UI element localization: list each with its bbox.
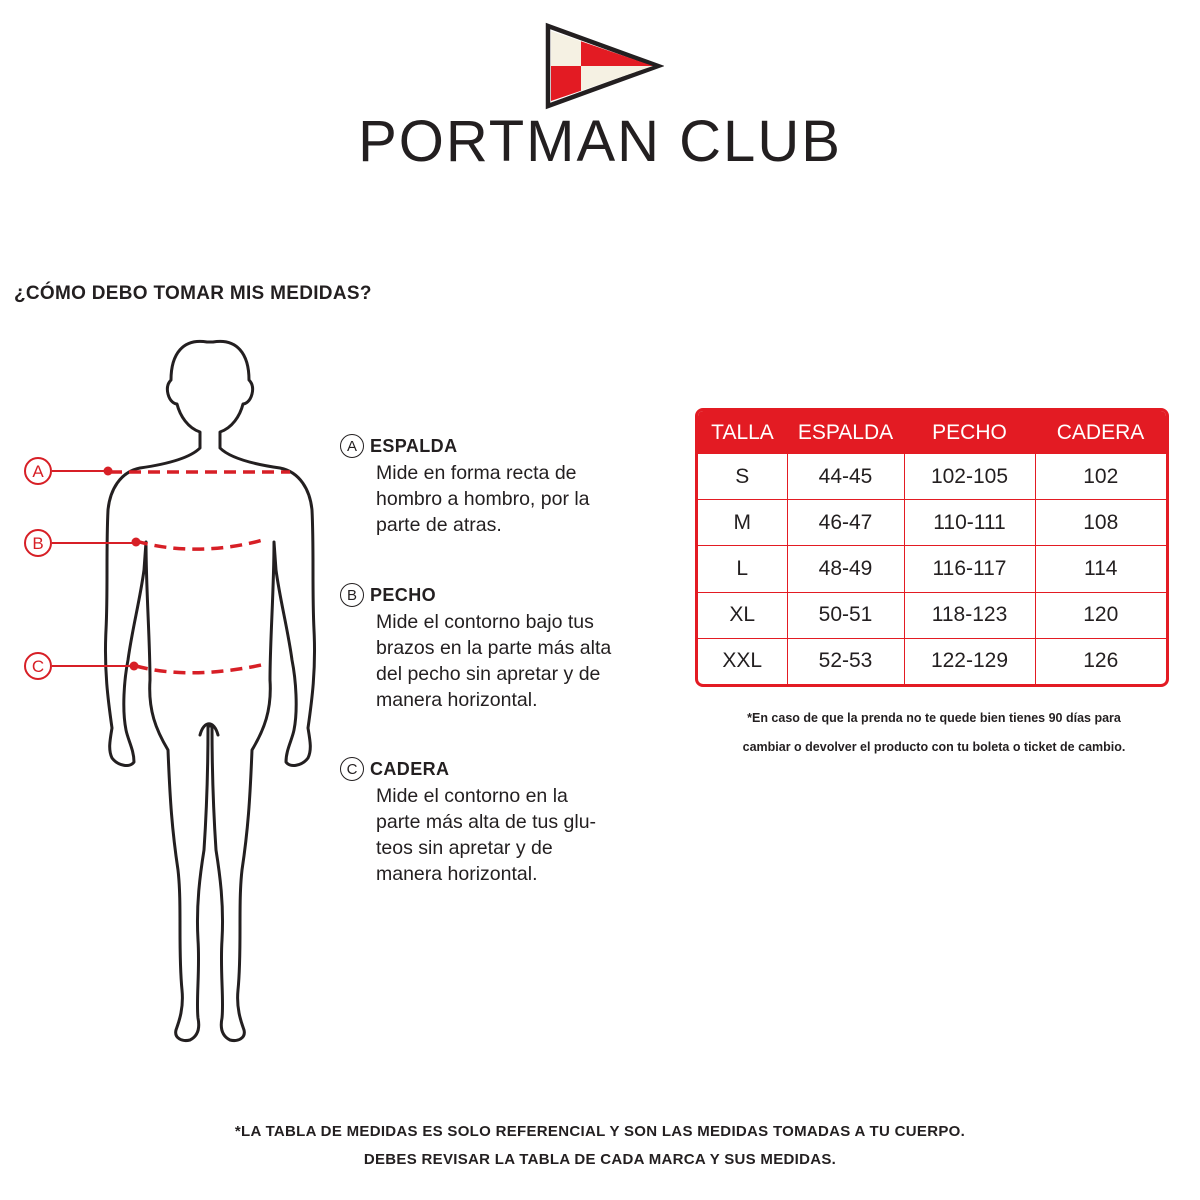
table-header-row [698, 411, 1166, 454]
header-cadera: CADERA [1035, 411, 1166, 454]
table-cell: M [698, 500, 787, 546]
table-cell: XL [698, 592, 787, 638]
table-cell: 120 [1035, 592, 1166, 638]
table-row [698, 546, 1166, 592]
table-cell: 48-49 [787, 546, 904, 592]
table-cell: 110-111 [904, 500, 1035, 546]
step-pecho [340, 583, 680, 713]
table-cell: 116-117 [904, 546, 1035, 592]
step-description: Mide el contorno en la parte más alta de tus glu- teos sin apretar y de manera horizontal. [376, 785, 597, 885]
marker-c: C [31, 657, 45, 676]
table-cell: 118-123 [904, 592, 1035, 638]
table-cell: L [698, 546, 787, 592]
letter-badge: B [340, 583, 364, 607]
table-cell: 46-47 [787, 500, 904, 546]
step-description: Mide en forma recta de hombro a hombro, por la parte de atras. [376, 462, 590, 536]
step-espalda [340, 434, 680, 538]
letter-badge: A [340, 434, 364, 458]
pennant-flag-icon [540, 22, 664, 110]
footer-line-1: *LA TABLA DE MEDIDAS ES SOLO REFERENCIAL Y SON LAS MEDIDAS TOMADAS A TU CUERPO. [234, 1123, 966, 1140]
table-row [698, 638, 1166, 684]
marker-a: A [32, 462, 44, 481]
header-espalda: ESPALDA [787, 411, 904, 454]
brand-name: PORTMAN CLUB [358, 109, 842, 174]
footer-disclaimer [0, 1118, 1200, 1174]
table-cell: 44-45 [787, 454, 904, 500]
table-cell: 50-51 [787, 592, 904, 638]
table-row [698, 454, 1166, 500]
header-talla: TALLA [698, 411, 787, 454]
size-table [695, 408, 1169, 687]
table-cell: 102-105 [904, 454, 1035, 500]
table-cell: 122-129 [904, 638, 1035, 684]
return-policy-note: *En caso de que la prenda no te quede bien tienes 90 días para cambiar o devolver el producto con tu boleta o ticket de cambio. [742, 711, 1126, 754]
step-title: PECHO [370, 584, 437, 605]
table-row [698, 500, 1166, 546]
table-cell: 114 [1035, 546, 1166, 592]
table-cell: 102 [1035, 454, 1166, 500]
page-title: ¿CÓMO DEBO TOMAR MIS MEDIDAS? [14, 283, 372, 304]
table-cell: 108 [1035, 500, 1166, 546]
letter-badge: C [340, 757, 364, 781]
table-cell: XXL [698, 638, 787, 684]
step-title: ESPALDA [370, 435, 458, 456]
table-cell: S [698, 454, 787, 500]
header-pecho: PECHO [904, 411, 1035, 454]
step-title: CADERA [370, 758, 450, 779]
table-cell: 52-53 [787, 638, 904, 684]
step-description: Mide el contorno bajo tus brazos en la parte más alta del pecho sin apretar y de manera horizontal. [376, 611, 612, 711]
table-cell: 126 [1083, 649, 1119, 673]
body-figure [0, 330, 320, 1050]
marker-b: B [32, 534, 44, 553]
table-row [698, 592, 1166, 638]
footer-line-2: DEBES REVISAR LA TABLA DE CADA MARCA Y SUS MEDIDAS. [363, 1151, 837, 1168]
step-cadera [340, 757, 680, 887]
